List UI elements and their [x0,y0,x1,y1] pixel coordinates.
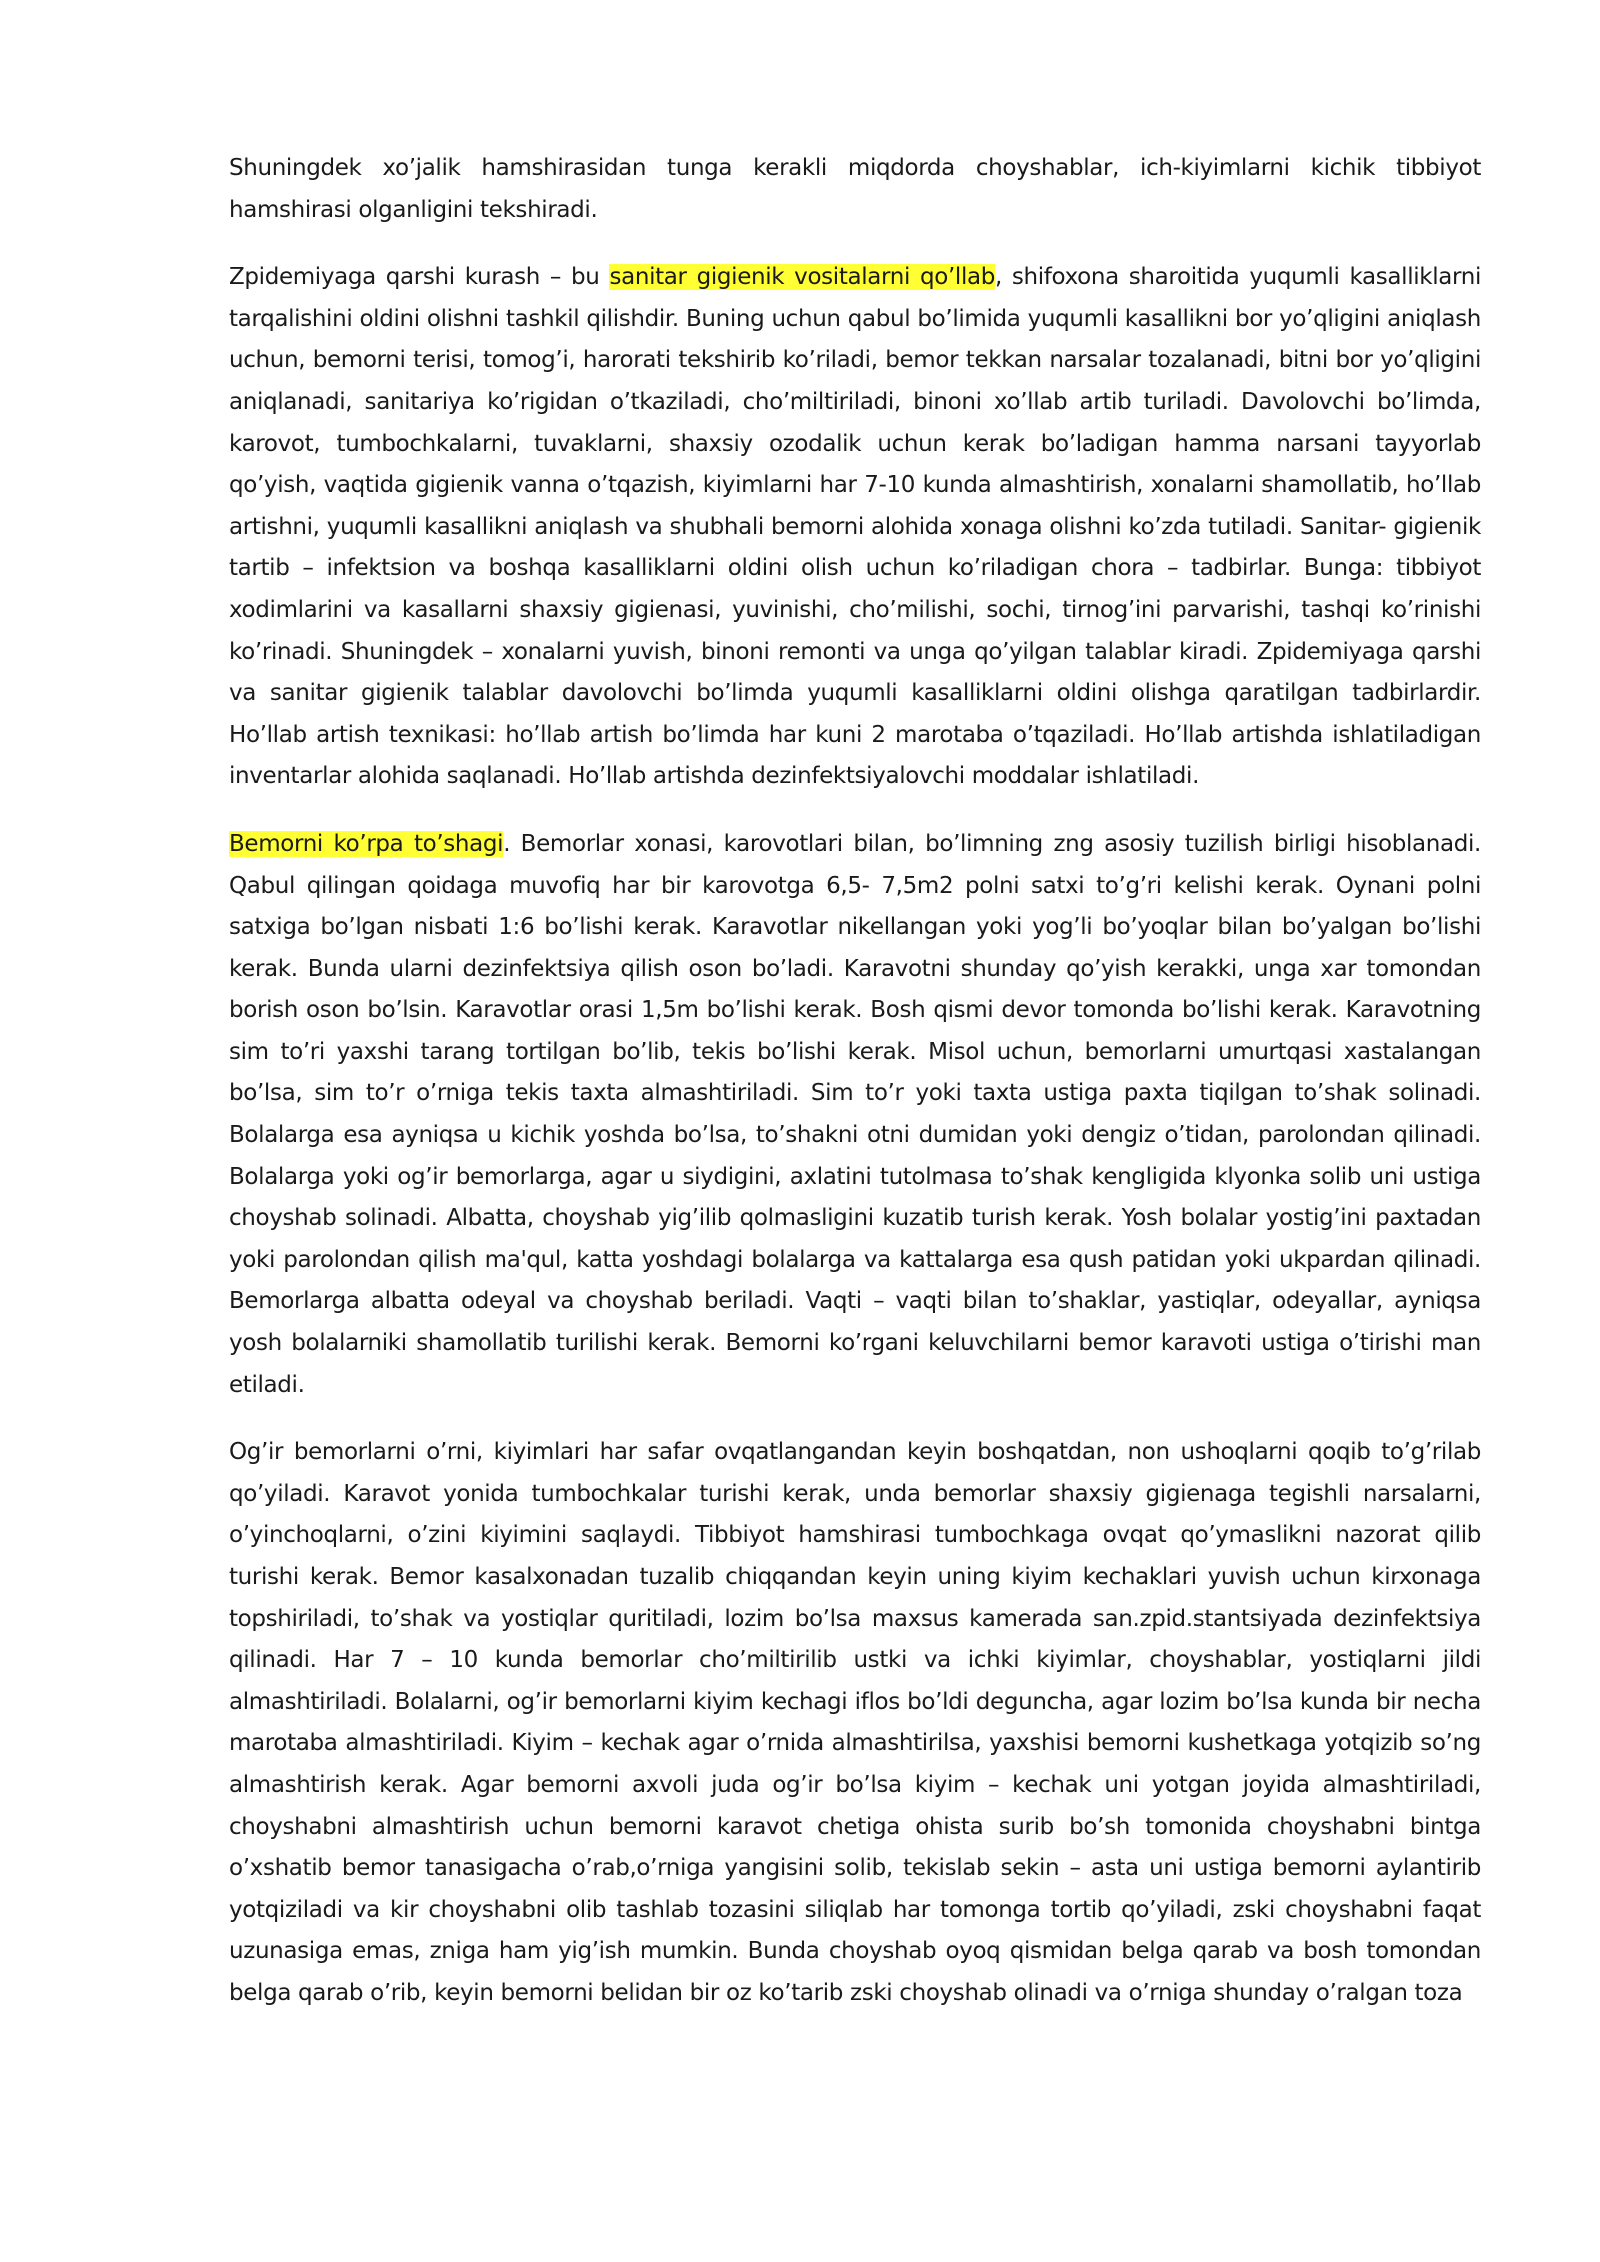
document-body [229,148,1481,2041]
highlighted-heading: Bemorni ko’rpa to’shagi [229,830,504,857]
paragraph-text: Zpidemiyaga qarshi kurash – bu [229,264,610,291]
paragraph-text: Og’ir bemorlarni o’rni, kiyimlari har safar ovqatlangandan keyin boshqatdan, non ushoqlarni qoqib to’g’rilab qo’yiladi. Karavot yonida tumbochkalar turishi kerak, unda bemorlar shaxsiy gigienaga tegishli narsalarni, o’yinchoqlarni, o’zini kiyimini saqlaydi. Tibbiyot hamshirasi tumbochkaga ovqat qo’ymaslikni nazorat qilib turishi kerak. Bemor kasalxonadan tuzalib chiqqandan keyin uning kiyim kechaklari yuvish uchun kirxonaga topshiriladi, to’shak va yostiqlar quritiladi, lozim bo’lsa maxsus kamerada san.zpid.stantsiyada dezinfektsiya qilinadi. Har 7 – 10 kunda bemorlar cho’miltirilib ustki va ichki kiyimlar, choyshablar, yostiqlarni jildi almashtiriladi. Bolalarni, og’ir bemorlarni kiyim kechagi iflos bo’ldi deguncha, agar lozim bo’lsa kunda bir necha marotaba almashtiriladi. Kiyim – kechak agar o’rnida almashtirilsa, yaxshisi bemorni kushetkaga yotqizib so’ng almashtirish kerak. Agar bemorni axvoli juda og’ir bo’lsa kiyim – kechak uni yotgan joyida almashtiriladi, choyshabni almashtirish uchun bemorni karavot chetiga ohista surib bo’sh tomonida choyshabni bintga o’xshatib bemor tanasigacha o’rab,o’rniga yangisini solib, tekislab sekin – asta uni ustiga bemorni aylantirib yotqiziladi va kir choyshabni olib tashlab tozasini siliqlab har tomonga tortib qo’yiladi, zski choyshabni faqat uzunasiga emas, zniga ham yig’ish mumkin. Bunda choyshab oyoq qismidan belga qarab va bosh tomondan belga qarab o’rib, keyin bemorni belidan bir oz ko’tarib zski choyshab olinadi va o’rniga shunday o’ralgan toza [229,1439,1481,2006]
paragraph-text: Shuningdek xo’jalik hamshirasidan tunga kerakli miqdorda choyshablar, ich-kiyimlarni kichik tibbiyot hamshirasi olganligini tekshiradi. [229,155,1481,223]
paragraph-epidemic-control [229,257,1481,798]
paragraph-patient-bedding [229,824,1481,1406]
paragraph-severe-patients [229,1432,1481,2014]
paragraph-bedding-check [229,148,1481,231]
highlighted-text: sanitar gigienik vositalarni qo’llab [609,264,995,291]
paragraph-text: , shifoxona sharoitida yuqumli kasalliklarni tarqalishini oldini olishni tashkil qilishdir. Buning uchun qabul bo’limida yuqumli kasallikni bor yo’qligini aniqlash uchun, bemorni terisi, tomog’i, harorati tekshirib ko’riladi, bemor tekkan narsalar tozalanadi, bitni bor yo’qligini aniqlanadi, sanitariya ko’rigidan o’tkaziladi, cho’miltiriladi, binoni xo’llab artib turiladi. Davolovchi bo’limda, karovot, tumbochkalarni, tuvaklarni, shaxsiy ozodalik uchun kerak bo’ladigan hamma narsani tayyorlab qo’yish, vaqtida gigienik vanna o’tqazish, kiyimlarni har 7-10 kunda almashtirish, xonalarni shamollatib, ho’llab artishni, yuqumli kasallikni aniqlash va shubhali bemorni alohida xonaga olishni ko’zda tutiladi. Sanitar- gigienik tartib – infektsion va boshqa kasalliklarni oldini olish uchun ko’riladigan chora – tadbirlar. Bunga: tibbiyot xodimlarini va kasallarni shaxsiy gigienasi, yuvinishi, cho’milishi, sochi, tirnog’ini parvarishi, tashqi ko’rinishi ko’rinadi. Shuningdek – xonalarni yuvish, binoni remonti va unga qo’yilgan talablar kiradi. Zpidemiyaga qarshi va sanitar gigienik talablar davolovchi bo’limda yuqumli kasalliklarni oldini olishga qaratilgan tadbirlardir. Ho’llab artish texnikasi: ho’llab artish bo’limda har kuni 2 marotaba o’tqaziladi. Ho’llab artishda ishlatiladigan inventarlar alohida saqlanadi. Ho’llab artishda dezinfektsiyalovchi moddalar ishlatiladi. [229,264,1481,790]
paragraph-text: . Bemorlar xonasi, karovotlari bilan, bo’limning zng asosiy tuzilish birligi hisoblanadi. Qabul qilingan qoidaga muvofiq har bir karovotga 6,5- 7,5m2 polni satxi to’g’ri kelishi kerak. Oynani polni satxiga bo’lgan nisbati 1:6 bo’lishi kerak. Karavotlar nikellangan yoki yog’li bo’yoqlar bilan bo’yalgan bo’lishi kerak. Bunda ularni dezinfektsiya qilish oson bo’ladi. Karavotni shunday qo’yish kerakki, unga xar tomondan borish oson bo’lsin. Karavotlar orasi 1,5m bo’lishi kerak. Bosh qismi devor tomonda bo’lishi kerak. Karavotning sim to’ri yaxshi tarang tortilgan bo’lib, tekis bo’lishi kerak. Misol uchun, bemorlarni umurtqasi xastalangan bo’lsa, sim to’r o’rniga tekis taxta almashtiriladi. Sim to’r yoki taxta ustiga paxta tiqilgan to’shak solinadi. Bolalarga esa ayniqsa u kichik yoshda bo’lsa, to’shakni otni dumidan yoki dengiz o’tidan, parolondan qilinadi. Bolalarga yoki og’ir bemorlarga, agar u siydigini, axlatini tutolmasa to’shak kengligida klyonka solib uni ustiga choyshab solinadi. Albatta, choyshab yig’ilib qolmasligini kuzatib turish kerak. Yosh bolalar yostig’ini paxtadan yoki parolondan qilish ma'qul, katta yoshdagi bolalarga va kattalarga esa qush patidan yoki ukpardan qilinadi. Bemorlarga albatta odeyal va choyshab beriladi. Vaqti – vaqti bilan to’shaklar, yastiqlar, odeyallar, ayniqsa yosh bolalarniki shamollatib turilishi kerak. Bemorni ko’rgani keluvchilarni bemor karavoti ustiga o’tirishi man etiladi. [229,830,1482,1398]
